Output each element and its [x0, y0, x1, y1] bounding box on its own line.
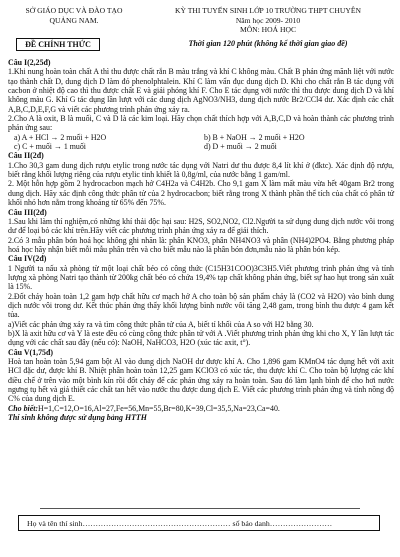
- no-periodic-table-note: Thí sinh không được sử dụng bảng HTTH: [8, 413, 147, 423]
- divider: [40, 508, 360, 509]
- subject: MÔN: HOÁ HỌC: [239, 25, 297, 34]
- equation-row-1: [8, 133, 394, 142]
- question-1-part-2: 2.Cho A là oxit, B là muối, C và D là các kim loại. Hãy chọn chất thích hợp với A,B,C,D và hoàn thành các phương trình phản ứng sau:: [8, 114, 394, 133]
- candidate-number-label: số báo danh: [232, 519, 270, 528]
- question-4-part-1: 1 Người ta nấu xà phòng từ một loại chất béo có công thức (C15H31COO)3C3H5.Viết phương trình phản ứng và tính lượng xà phòng Natri tạo thành từ 200kg chất béo có chứa 19,4% tạp chất không phản ứng, biết sự hao hụt trong sản xuất là 15%.: [8, 263, 394, 292]
- atomic-masses-label: Cho biết:: [8, 403, 39, 413]
- exam-header: [140, 6, 396, 35]
- equation-d: d) D + muối → 2 muối: [204, 142, 277, 152]
- question-4-title: Câu IV(2đ): [8, 254, 47, 264]
- department-header: [10, 6, 138, 25]
- exam-title: KỲ THI TUYỂN SINH LỚP 10 TRƯỜNG THPT CHUYÊN: [175, 6, 361, 15]
- question-3-part-1: 1.Sau khi làm thí nghiệm,có những khí thải độc hại sau: H2S, SO2,NO2, Cl2.Người ta sử dụng dung dịch nước vôi trong dư để loại bỏ các khí trên.Hãy viết các phương trình phản ứng xảy ra để giải thích.: [8, 216, 394, 236]
- question-1-title: Câu I(2,25đ): [8, 58, 51, 67]
- candidate-name-label: Họ và tên thí sinh: [27, 519, 83, 528]
- question-5-text: Hoà tan hoàn toàn 5,94 gam bột Al vào dung dịch NaOH dư được khí A. Cho 1,896 gam KMnO4 tác dụng hết với axit HCl đặc dư, được khí B. Nhiệt phân hoàn toàn 12,25 gam KClO3 có xúc tác, thu được khí C. Cho toàn bộ lượng các khí điều chế ở trên vào một bình kín rồi đốt cháy để các phản ứng xảy ra hoàn toàn. Sau đó làm lạnh bình để cho hơi nước ngưng tụ hết và giả thiết các chất tan hết vào nước thu được dung dịch E. Viết các phương trình phản ứng và tính nồng độ C% của dung dịch E.: [8, 357, 394, 404]
- department-name: SỞ GIÁO DỤC VÀ ĐÀO TẠO: [25, 6, 123, 15]
- question-3-title: Câu III(2đ): [8, 207, 47, 217]
- equation-a: a) A + HCl → 2 muối + H2O: [14, 132, 107, 142]
- equation-row-2: [8, 142, 394, 151]
- candidate-name-blank: …………………………………………………: [82, 519, 231, 528]
- exam-content: [8, 58, 394, 422]
- school-year: Năm học 2009- 2010: [235, 15, 301, 25]
- candidate-number-blank: ……………………: [269, 519, 333, 528]
- question-2-part-1: 1.Cho 30,3 gam dung dịch rượu etylic trong nước tác dụng với Natri dư thu được 8,4 lít khí ở (đktc). Xác định độ rượu, biết rằng khối lượng riêng của rượu etylic tinh khiết là 0,8g/ml, của nước bằng 1 gam/ml.: [8, 160, 394, 180]
- question-5-title: Câu V(1,75đ): [8, 347, 54, 357]
- question-4-part-2b: b)X là axit hữu cơ và Y là este đều có cùng công thức phân tử với A .Viết phương trình phản ứng khi cho X, Y lần lượt tác dụng với các chất sau đây (nếu có): NaOH, NaHCO3, H2O (xúc tác axit, t°).: [8, 328, 394, 348]
- exam-duration: Thời gian 120 phút (không kể thời gian giao đề): [188, 39, 348, 48]
- question-4-part-2: 2.Đốt cháy hoàn toàn 1,2 gam hợp chất hữu cơ mạch hở A cho toàn bộ sản phẩm cháy là (CO2 và H2O) vào bình dung dịch nước vôi trong dư. Kết thúc phản ứng thấy khối lượng bình nước vôi tăng 2,48 gam, trong bình thu được 4 gam kết tủa.: [8, 291, 394, 320]
- province-name: QUẢNG NAM.: [49, 15, 99, 25]
- question-4-part-2a: a)Viết các phản ứng xảy ra và tìm công thức phân tử của A, biết tỉ khối của A so với H2 bằng 30.: [8, 319, 314, 329]
- equation-b: b) B + NaOH → 2 muối + H2O: [204, 132, 305, 142]
- atomic-masses-values: H=1,C=12,O=16,Al=27,Fe=56,Mn=55,Br=80,K=39,Cl=35,5,Na=23,Ca=40.: [38, 403, 280, 413]
- question-3-part-2: 2.Có 3 mẫu phân bón hoá học không ghi nhãn là: phân KNO3, phân NH4NO3 và phân (NH4)2PO4. Bằng phương pháp hoá học hãy nhận biết mỗi mẫu phân trên và cho biết mẫu nào là phân bón đơn,mẫu nào là phân bón kép.: [8, 235, 394, 254]
- question-2-part-2: 2. Một hỗn hợp gồm 2 hydrocacbon mạch hở C4H2a và C4H2b. Cho 9,1 gam X làm mất màu vừa hết 40gam Br2 trong dung dịch. Hãy xác định công thức phân tử của 2 hydrocacbon; biết rằng trong X thành phần thể tích của chất có phân tử khối nhỏ hơn nằm trong khoảng từ 65% đến 75%.: [8, 179, 394, 208]
- question-2-title: Câu II(2đ): [8, 151, 44, 161]
- equation-c: c) C + muối → 1 muối: [14, 142, 86, 152]
- question-1-part-1: 1.Khi nung hoàn toàn chất A thì thu được chất rắn B màu trắng và khí C không màu. Chất B phản ứng mãnh liệt với nước tạo thành chất D, dung dịch D làm đỏ phenolphtalein. Khí C làm vẩn đục dung dịch D. Khi cho chất rắn B tác dụng với cacbon ở nhiệt độ cao thì thu được chất E và giải phóng khí F. Cho E tác dụng với nước thì thu được dung dịch D và khí không màu G. Khí G tác dụng lần lượt với các dung dịch AgNO3/NH3, dung dịch nước Br2/CCl4 dư. Xác định các chất A,B,C,D,E,F,G và viết các phương trình phản ứng xảy ra.: [8, 67, 394, 114]
- official-exam-stamp: ĐỀ CHÍNH THỨC: [16, 38, 100, 51]
- atomic-masses: [8, 404, 394, 413]
- candidate-info-box: [18, 515, 380, 531]
